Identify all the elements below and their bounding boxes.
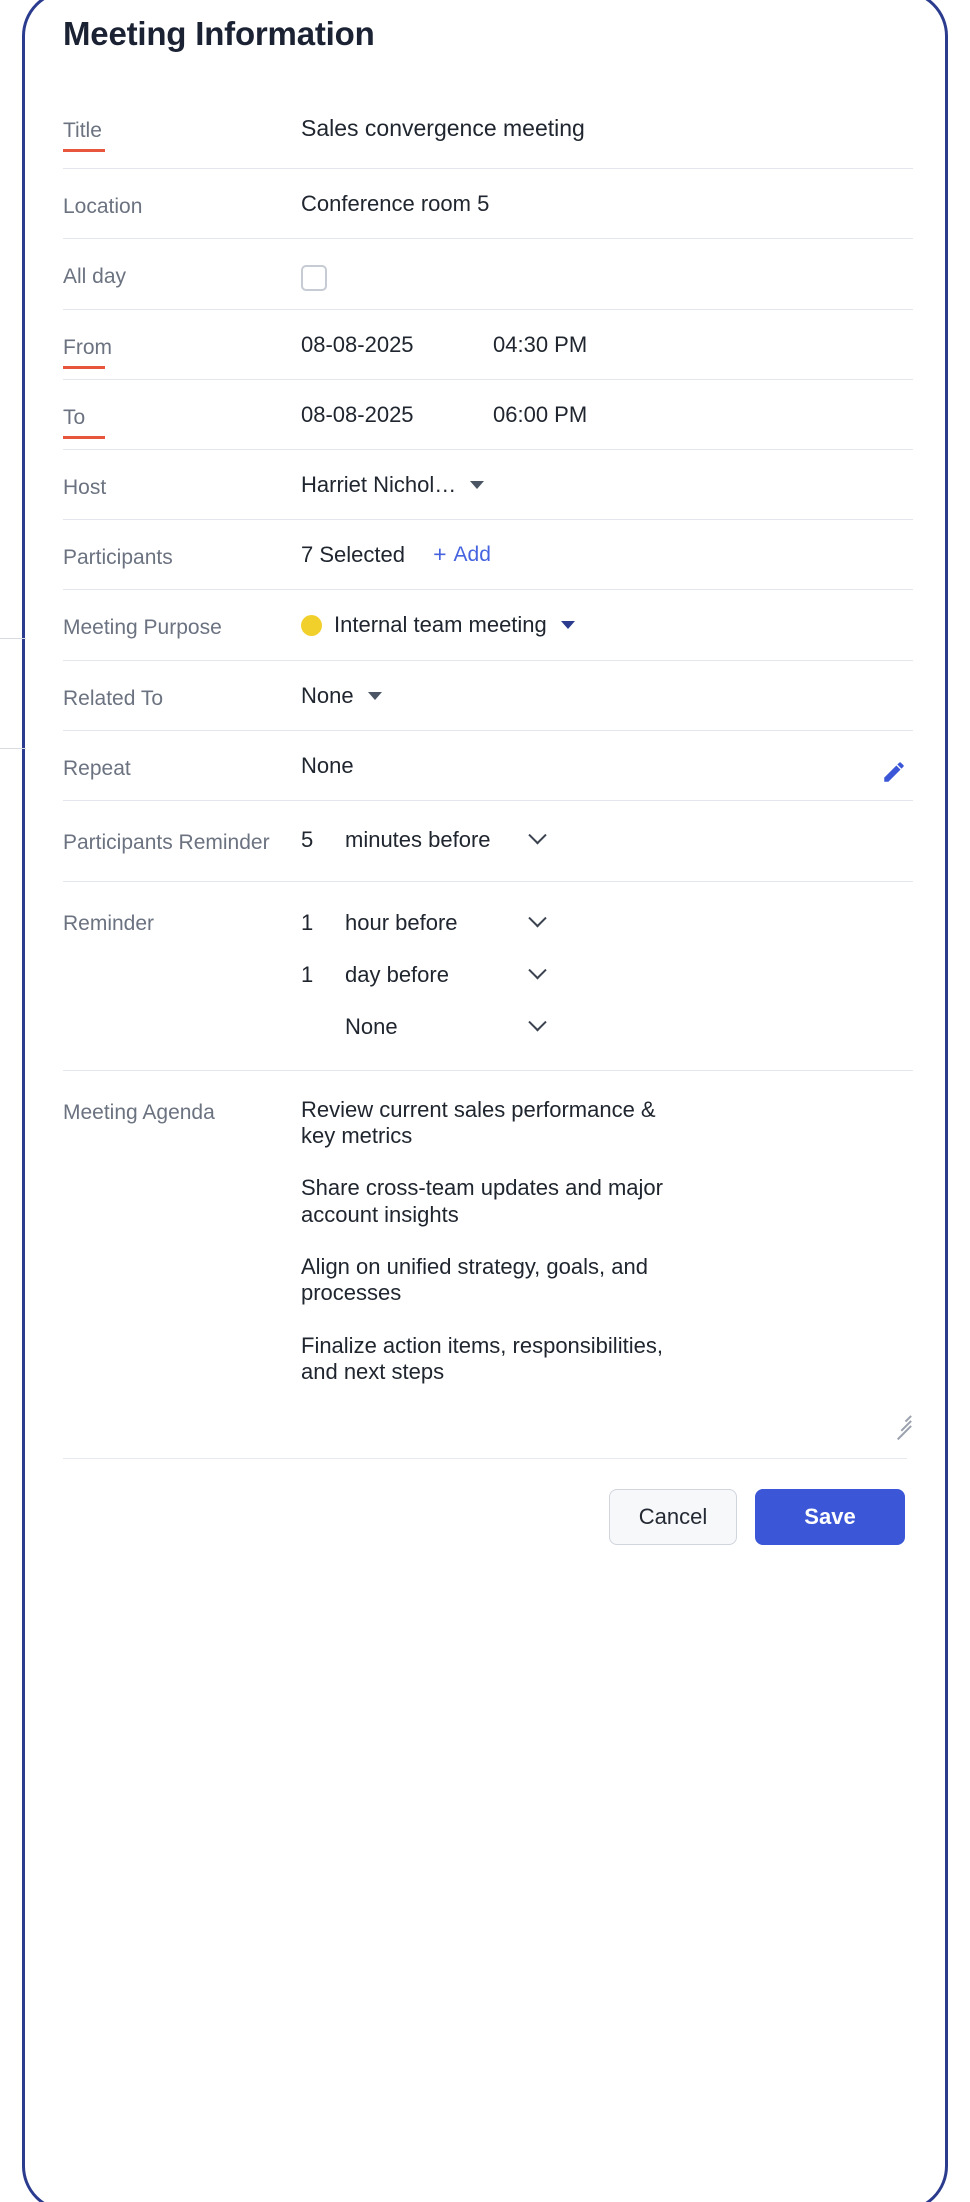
cancel-button[interactable]: Cancel: [609, 1489, 737, 1545]
chevron-down-icon[interactable]: [561, 621, 575, 629]
repeat-value: None: [301, 752, 354, 778]
field-row-reminder: [63, 882, 913, 1071]
agenda-item: Align on unified strategy, goals, and processes: [301, 1254, 648, 1306]
reminder-line-2: [301, 962, 913, 988]
related-to-field[interactable]: [301, 661, 913, 727]
label-from: From: [63, 310, 301, 360]
dialog-frame: [22, 0, 948, 2202]
reminder-amount-2[interactable]: 1: [301, 961, 314, 987]
resize-handle-icon[interactable]: [893, 1412, 911, 1430]
input-title[interactable]: Sales convergence meeting: [301, 115, 585, 141]
reminder-line-1: [301, 910, 913, 936]
participants-reminder-unit[interactable]: minutes before: [345, 826, 491, 852]
agenda-item: Review current sales performance & key metrics: [301, 1096, 656, 1148]
label-meeting-purpose: Meeting Purpose: [63, 616, 222, 639]
label-participants-reminder: Participants Reminder: [63, 830, 270, 854]
plus-icon: +: [433, 541, 447, 567]
page-title: Meeting Information: [63, 15, 375, 52]
label-title: Title: [63, 99, 301, 143]
left-edge-artifact: [0, 748, 26, 749]
edit-pencil-icon[interactable]: [881, 759, 907, 785]
save-button[interactable]: Save: [755, 1489, 905, 1545]
chevron-down-icon[interactable]: [470, 481, 484, 489]
reminder-unit-3[interactable]: None: [345, 1013, 398, 1039]
field-row-participants: [63, 520, 913, 590]
reminder-amount-1[interactable]: 1: [301, 909, 314, 935]
add-participants-label: Add: [453, 542, 491, 566]
label-location: Location: [63, 195, 143, 218]
host-value[interactable]: Harriet Nichol…: [301, 472, 457, 497]
participants-count[interactable]: 7 Selected: [301, 542, 405, 567]
label-reminder: Reminder: [63, 911, 155, 935]
label-all-day: All day: [63, 265, 127, 288]
label-related-to: Related To: [63, 686, 164, 710]
repeat-field: [301, 731, 913, 797]
agenda-item: Finalize action items, responsibilities, and next steps: [301, 1332, 663, 1385]
reminder-unit-2[interactable]: day before: [345, 961, 449, 987]
to-time-input[interactable]: 06:00 PM: [493, 402, 588, 427]
left-edge-artifact: [0, 638, 26, 639]
chevron-down-icon[interactable]: [528, 1013, 546, 1031]
field-row-host: [63, 450, 913, 520]
chevron-down-icon[interactable]: [368, 692, 382, 700]
field-row-to: [63, 380, 913, 450]
purpose-color-dot-icon: [301, 615, 322, 636]
field-row-participants-reminder: [63, 801, 913, 882]
dialog-content: [25, 0, 945, 2202]
host-field[interactable]: [301, 450, 913, 516]
label-meeting-agenda: Meeting Agenda: [63, 1100, 215, 1124]
field-row-from: [63, 310, 913, 380]
input-title-wrap[interactable]: [301, 99, 913, 164]
field-row-repeat: [63, 731, 913, 801]
field-row-related-to: [63, 661, 913, 731]
dialog-header: [25, 0, 945, 53]
agenda-item: Share cross-team updates and major account insights: [301, 1175, 663, 1227]
field-row-meeting-purpose: [63, 590, 913, 661]
related-to-value[interactable]: None: [301, 682, 354, 708]
meeting-agenda-textarea[interactable]: [301, 1071, 913, 1436]
input-location[interactable]: Conference room 5: [301, 191, 490, 216]
to-date-input[interactable]: 08-08-2025: [301, 402, 414, 427]
reminder-unit-1[interactable]: hour before: [345, 909, 458, 935]
all-day-checkbox[interactable]: [301, 265, 327, 291]
meeting-purpose-field[interactable]: [301, 590, 913, 660]
participants-reminder-amount[interactable]: 5: [301, 826, 314, 852]
from-time-input[interactable]: 04:30 PM: [493, 332, 588, 357]
reminder-field: [301, 882, 913, 1070]
meeting-form: [25, 99, 945, 1436]
chevron-down-icon[interactable]: [528, 826, 546, 844]
field-row-location: [63, 169, 913, 239]
participants-field: [301, 520, 913, 586]
to-field: [301, 380, 913, 446]
label-to: To: [63, 380, 301, 430]
meeting-purpose-value[interactable]: Internal team meeting: [334, 612, 547, 637]
label-host: Host: [63, 476, 107, 499]
label-participants: Participants: [63, 546, 173, 569]
reminder-line-3: [301, 1014, 913, 1040]
label-repeat: Repeat: [63, 756, 131, 780]
input-location-wrap[interactable]: [301, 169, 913, 235]
participants-reminder-line: [301, 827, 913, 853]
dialog-footer: [25, 1459, 945, 1545]
field-row-all-day: [63, 239, 913, 310]
chevron-down-icon[interactable]: [528, 961, 546, 979]
from-field: [301, 310, 913, 376]
all-day-field: [301, 239, 913, 309]
field-row-title: [63, 99, 913, 169]
participants-reminder-field: [301, 801, 913, 881]
add-participants-button[interactable]: [433, 543, 491, 567]
field-row-meeting-agenda: [63, 1071, 913, 1436]
chevron-down-icon[interactable]: [528, 909, 546, 927]
from-date-input[interactable]: 08-08-2025: [301, 332, 414, 357]
